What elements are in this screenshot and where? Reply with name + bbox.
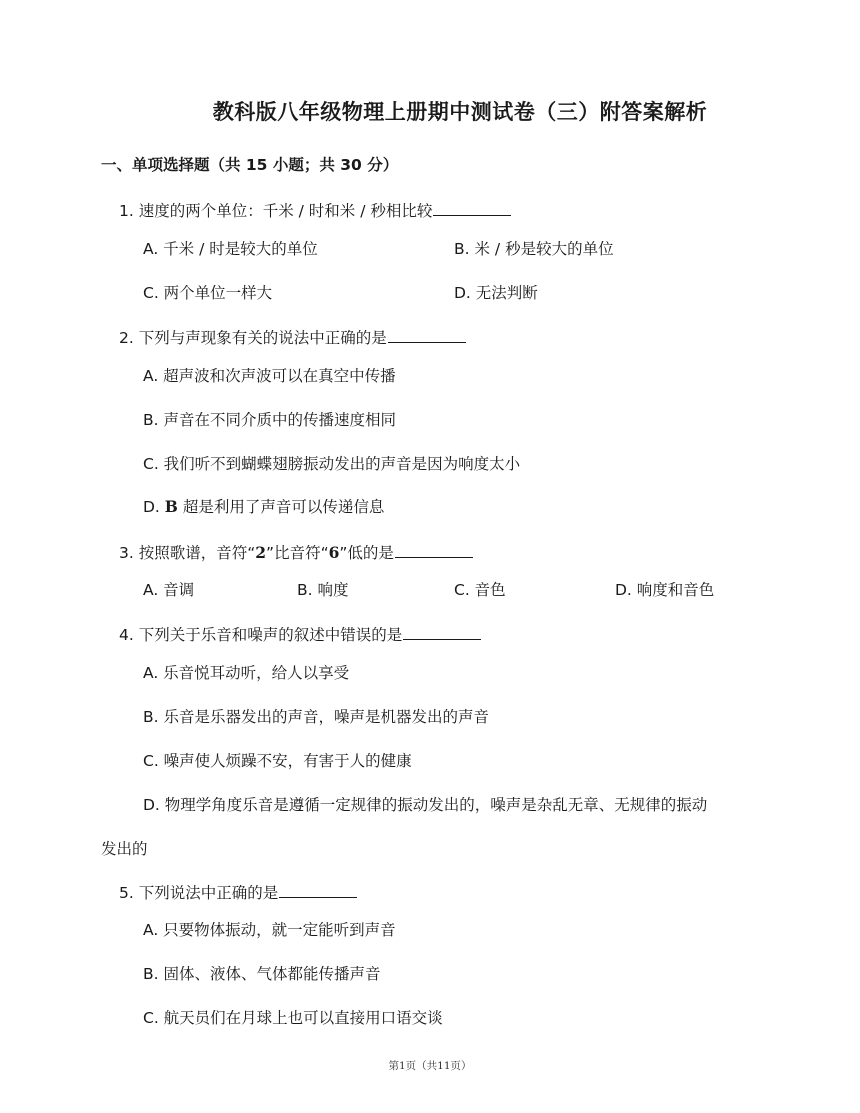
question-2: [119, 326, 466, 348]
q1-option-b: B. 米 / 秒是较大的单位: [454, 240, 614, 258]
q4-option-d: D. 物理学角度乐音是遵循一定规律的振动发出的，噪声是杂乱无章、无规律的振动: [143, 796, 708, 814]
q5-option-b: B. 固体、液体、气体都能传播声音: [143, 965, 381, 983]
question-3-stem-c: ”低的是: [339, 544, 394, 562]
question-4-stem: 4. 下列关于乐音和噪声的叙述中错误的是: [119, 626, 403, 644]
question-3-stem-a: 3. 按照歌谱，音符“: [119, 544, 256, 562]
question-5: [119, 881, 357, 903]
question-1: [119, 199, 511, 221]
question-1-stem: 1. 速度的两个单位：千米 / 时和米 / 秒相比较: [119, 202, 433, 220]
answer-blank: [395, 543, 473, 558]
answer-blank: [403, 625, 481, 640]
q4-option-b: B. 乐音是乐器发出的声音，噪声是机器发出的声音: [143, 708, 489, 726]
question-5-stem: 5. 下列说法中正确的是: [119, 884, 279, 902]
q2-option-b: B. 声音在不同介质中的传播速度相同: [143, 411, 396, 429]
question-4: [119, 623, 481, 645]
q2-option-d: [143, 495, 384, 517]
note-2: 2: [255, 543, 267, 562]
question-3-stem-b: ”比音符“: [266, 544, 329, 562]
q2-option-c: C. 我们听不到蝴蝶翅膀振动发出的声音是因为响度太小: [143, 455, 521, 473]
q2-option-d-prefix: D.: [143, 498, 165, 516]
page-title: 教科版八年级物理上册期中测试卷（三）附答案解析: [212, 100, 708, 124]
q1-option-d: D. 无法判断: [454, 284, 538, 302]
q2-option-d-letter: B: [164, 497, 178, 516]
q4-option-d-continued: 发出的: [101, 840, 148, 858]
q3-option-a: A. 音调: [143, 581, 195, 599]
q1-option-a: A. 千米 / 时是较大的单位: [143, 240, 318, 258]
q4-option-a: A. 乐音悦耳动听，给人以享受: [143, 664, 350, 682]
page-footer: 第1页（共11页）: [388, 1060, 472, 1072]
q2-option-a: A. 超声波和次声波可以在真空中传播: [143, 367, 396, 385]
answer-blank: [279, 883, 357, 898]
question-3: [119, 541, 473, 563]
answer-blank: [433, 201, 511, 216]
question-2-stem: 2. 下列与声现象有关的说法中正确的是: [119, 329, 387, 347]
q5-option-c: C. 航天员们在月球上也可以直接用口语交谈: [143, 1009, 443, 1027]
answer-blank: [388, 328, 466, 343]
q1-option-c: C. 两个单位一样大: [143, 284, 273, 302]
q3-option-d: D. 响度和音色: [615, 581, 715, 599]
q5-option-a: A. 只要物体振动，就一定能听到声音: [143, 921, 396, 939]
q3-option-c: C. 音色: [454, 581, 506, 599]
q4-option-c: C. 噪声使人烦躁不安，有害于人的健康: [143, 752, 412, 770]
q3-option-b: B. 响度: [297, 581, 349, 599]
note-6: 6: [328, 543, 340, 562]
section-heading: 一、单项选择题（共 15 小题；共 30 分）: [101, 156, 399, 174]
q2-option-d-text: 超是利用了声音可以传递信息: [177, 498, 385, 516]
